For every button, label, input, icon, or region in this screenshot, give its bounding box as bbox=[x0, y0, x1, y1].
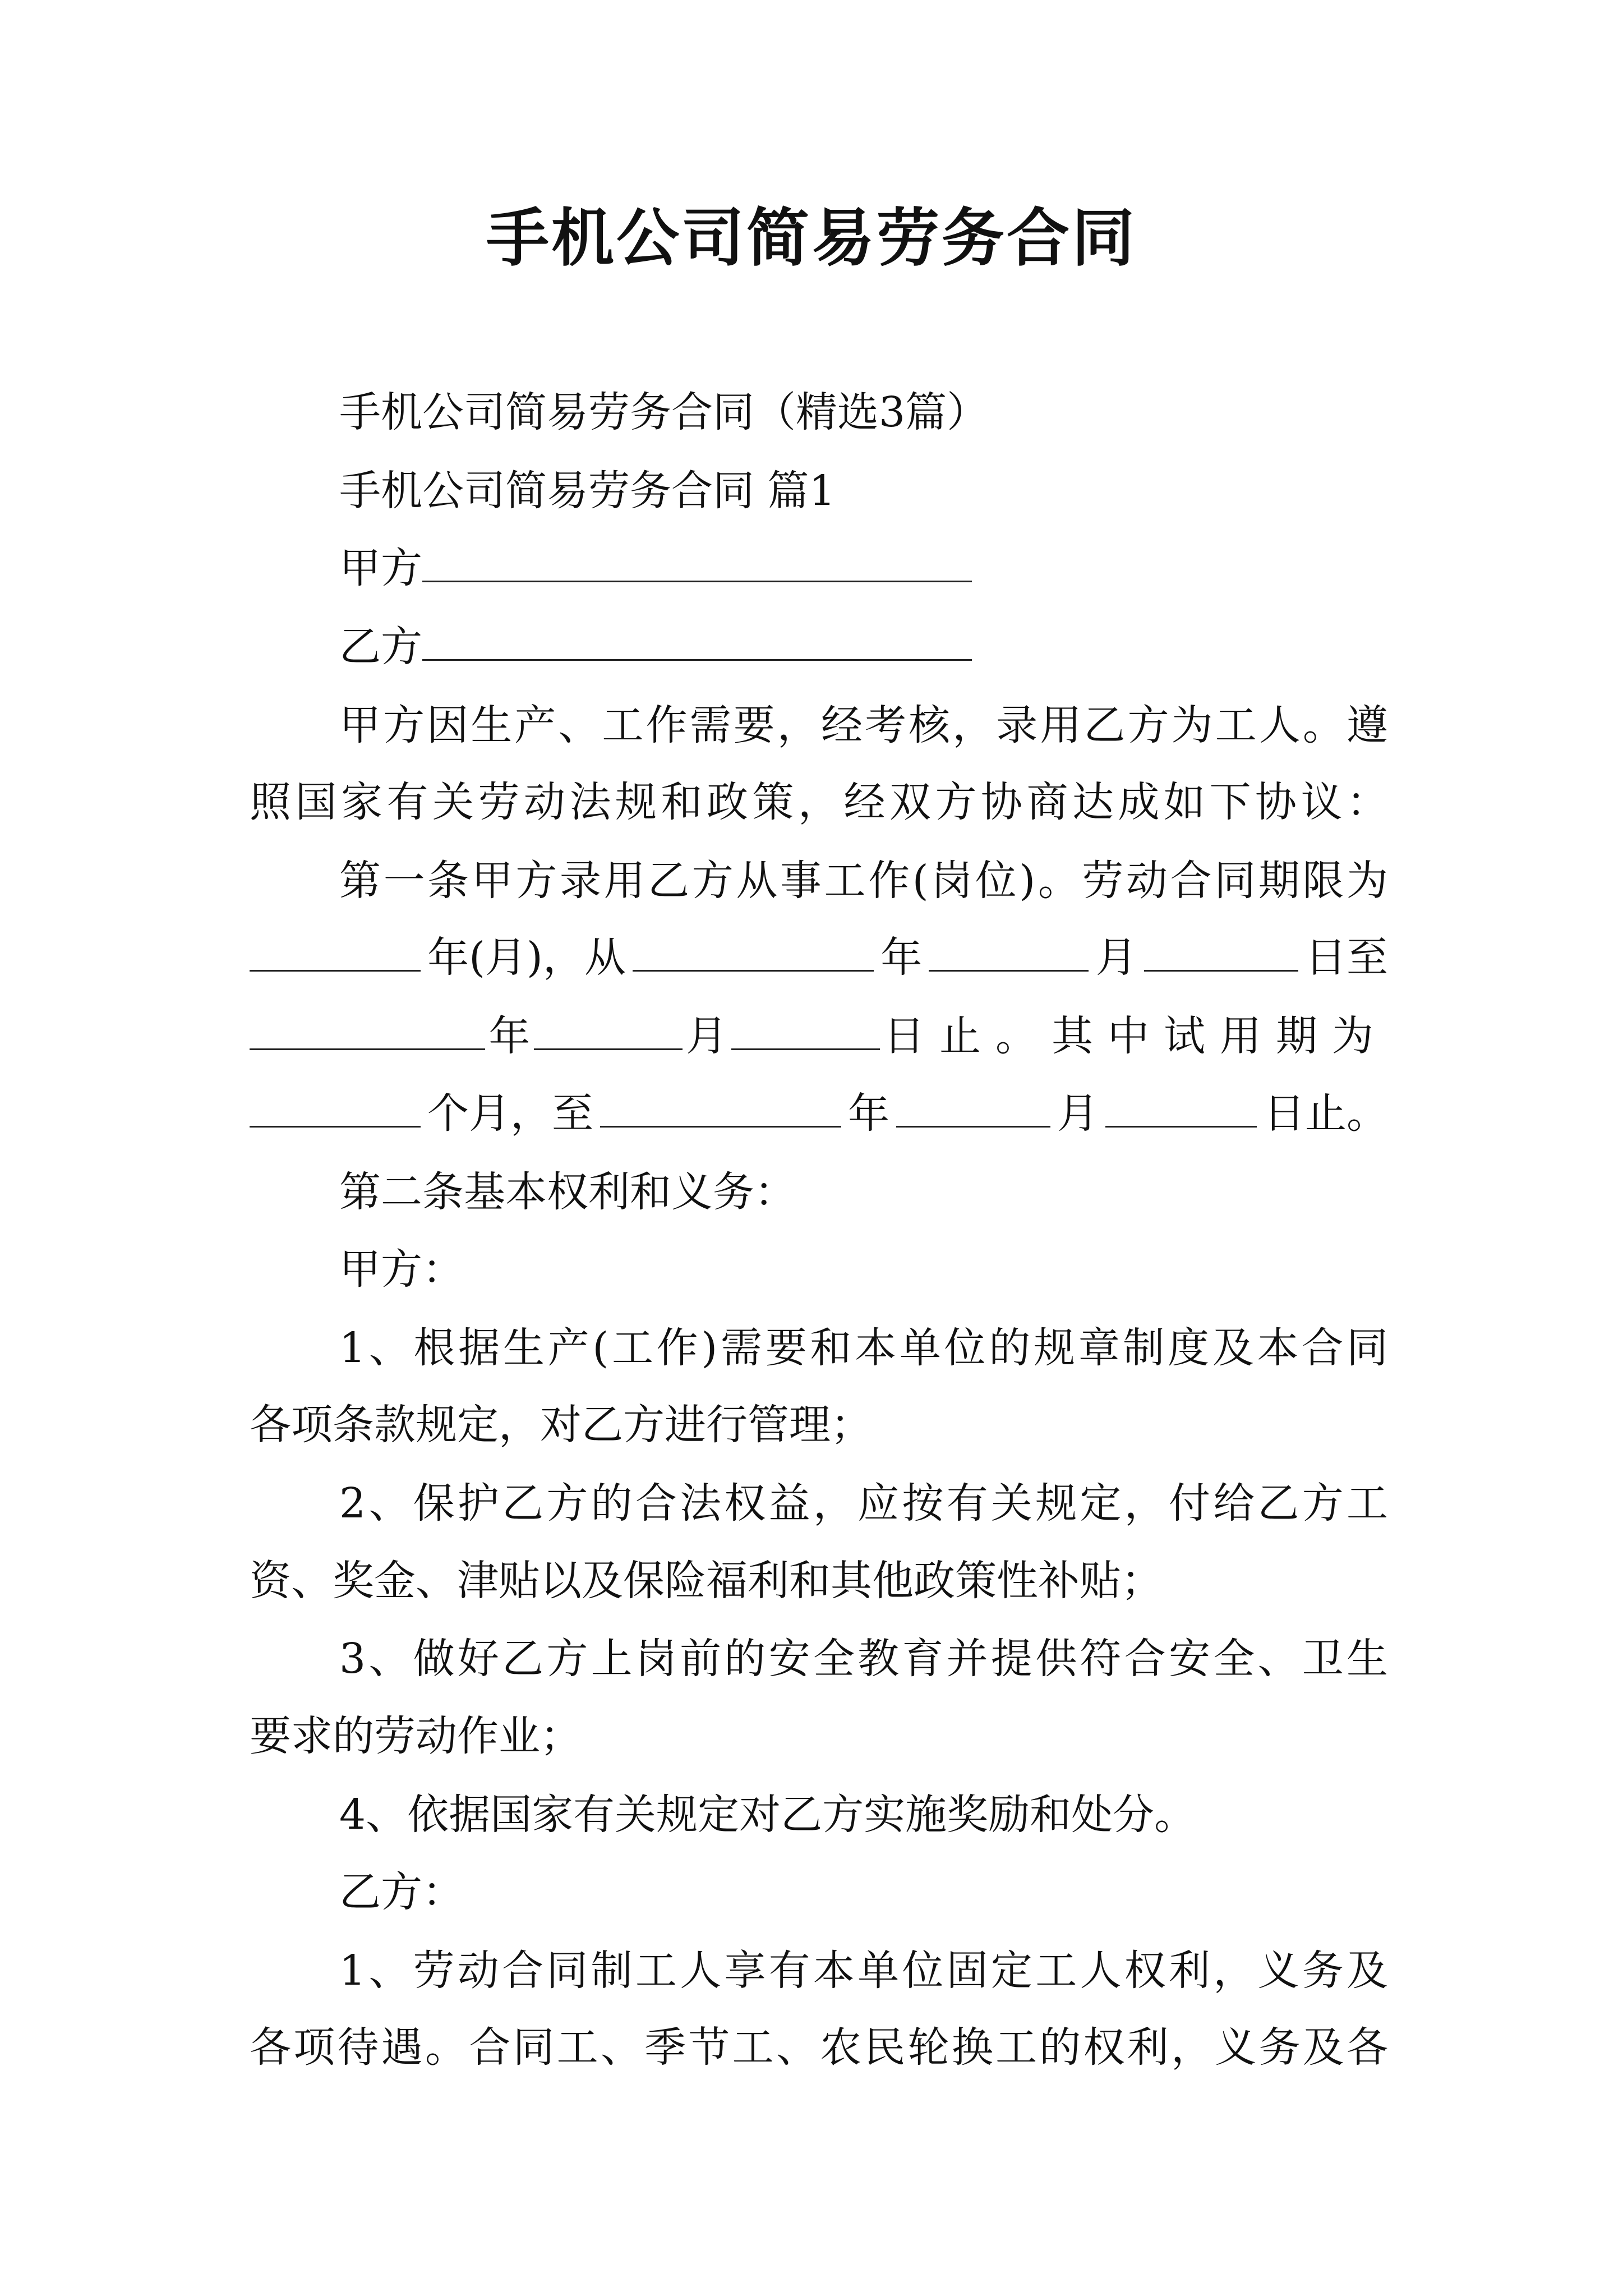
intro-line-2: 照国家有关劳动法规和政策，经双方协商达成如下协议： bbox=[250, 778, 1393, 826]
article1-text: 日至 bbox=[1304, 933, 1388, 982]
party-a-item-1-line-1: 1、根据生产(工作)需要和本单位的规章制度及本合同 bbox=[339, 1324, 1391, 1372]
party-a-item-1-line-2: 各项条款规定，对乙方进行管理； bbox=[250, 1401, 872, 1449]
party-a-item-3-line-2: 要求的劳动作业； bbox=[250, 1712, 582, 1760]
probation-year-blank bbox=[600, 1087, 841, 1128]
term-length-blank bbox=[250, 931, 421, 972]
party-a-blank bbox=[422, 541, 972, 582]
article1-text: 年 bbox=[488, 1012, 531, 1060]
article1-line-4 bbox=[0, 1083, 1623, 1144]
party-a-item-2-line-2: 资、奖金、津贴以及保险福利和其他政策性补贴； bbox=[250, 1557, 1163, 1605]
start-day-blank bbox=[1144, 931, 1298, 972]
party-b-item-1-line-1: 1、劳动合同制工人享有本单位固定工人权利，义务及 bbox=[339, 1947, 1391, 1995]
end-month-blank bbox=[534, 1009, 683, 1050]
article1-text: 年 bbox=[880, 933, 923, 982]
article1-text: 日止。 bbox=[1264, 1089, 1388, 1138]
party-a-section-label: 甲方： bbox=[339, 1245, 464, 1294]
article1-text: 月 bbox=[1057, 1089, 1099, 1138]
party-b-line bbox=[0, 616, 1623, 678]
article1-line-2 bbox=[0, 927, 1623, 988]
party-a-item-3-line-1: 3、做好乙方上岗前的安全教育并提供符合安全、卫生 bbox=[339, 1635, 1391, 1683]
document-title: 手机公司简易劳务合同 bbox=[486, 201, 1137, 275]
party-a-item-2-line-1: 2、保护乙方的合法权益，应按有关规定，付给乙方工 bbox=[339, 1479, 1391, 1527]
intro-line-1: 甲方因生产、工作需要，经考核，录用乙方为工人。遵 bbox=[339, 701, 1391, 749]
probation-month-blank bbox=[896, 1087, 1050, 1128]
probation-months-blank bbox=[250, 1087, 421, 1128]
party-b-blank bbox=[422, 620, 972, 661]
party-a-label: 甲方 bbox=[339, 544, 422, 592]
article1-text: 年(月)，从 bbox=[427, 933, 626, 982]
party-a-item-4: 4、依据国家有关规定对乙方实施奖励和处分。 bbox=[339, 1791, 1196, 1839]
start-month-blank bbox=[929, 931, 1089, 972]
party-a-line bbox=[0, 537, 1623, 599]
party-b-section-label: 乙方： bbox=[339, 1868, 464, 1916]
party-b-label: 乙方 bbox=[339, 623, 422, 671]
article1-text: 个月，至 bbox=[427, 1089, 593, 1138]
article1-text: 月 bbox=[1095, 933, 1137, 982]
article1-text: 年 bbox=[848, 1089, 889, 1138]
end-day-blank bbox=[731, 1009, 880, 1050]
article1-line-3 bbox=[0, 1005, 1623, 1067]
start-year-blank bbox=[633, 931, 874, 972]
article1-text: 月 bbox=[686, 1012, 728, 1060]
article1-line-1: 第一条甲方录用乙方从事工作(岗位)。劳动合同期限为 bbox=[339, 857, 1391, 905]
end-year-blank bbox=[250, 1009, 485, 1050]
party-b-item-1-line-2: 各项待遇。合同工、季节工、农民轮换工的权利，义务及各 bbox=[250, 2023, 1391, 2072]
article2-heading: 第二条基本权利和义务： bbox=[339, 1168, 796, 1216]
subtitle: 手机公司简易劳务合同（精选3篇） bbox=[339, 388, 989, 436]
article1-text: 日止。其中试用期为 bbox=[883, 1012, 1388, 1060]
probation-day-blank bbox=[1105, 1087, 1257, 1128]
section-heading: 手机公司简易劳务合同 篇1 bbox=[339, 467, 836, 515]
